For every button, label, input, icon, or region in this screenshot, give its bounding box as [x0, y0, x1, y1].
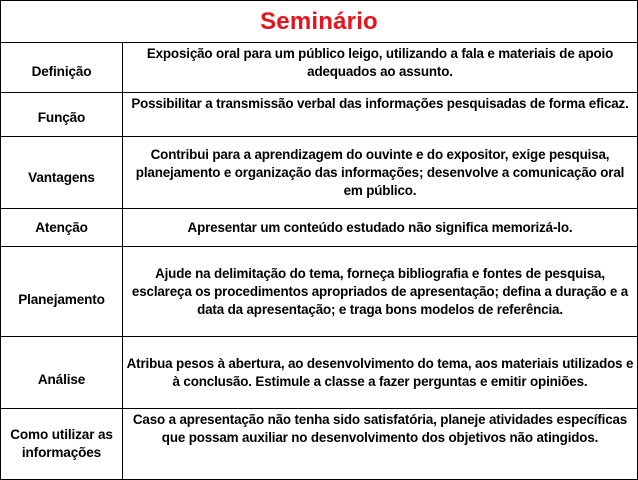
row-content: Contribui para a aprendizagem do ouvinte e do expositor, exige pesquisa, planejamento e organização das informações; desenvolve a comunicação oral em público. [123, 137, 638, 209]
row-content: Ajude na delimitação do tema, forneça bibliografia e fontes de pesquisa, esclareça os procedimentos apropriados de apresentação; defina a duração e a data da apresentação; e traga bons modelos de referência. [123, 247, 638, 337]
page-title: Seminário [0, 0, 638, 42]
table-row-planejamento [1, 247, 638, 337]
row-content: Exposição oral para um público leigo, utilizando a fala e materiais de apoio adequados ao assunto. [123, 43, 638, 93]
row-content: Caso a apresentação não tenha sido satisfatória, planeje atividades específicas que possam auxiliar no desenvolvimento dos objetivos não atingidos. [123, 409, 638, 480]
row-label: Atenção [1, 209, 123, 247]
row-label: Função [1, 93, 123, 137]
row-label: Planejamento [1, 247, 123, 337]
seminar-table [0, 42, 638, 480]
row-label: Definição [1, 43, 123, 93]
row-label: Vantagens [1, 137, 123, 209]
row-content: Atribua pesos à abertura, ao desenvolvimento do tema, aos materiais utilizados e à conclusão. Estimule a classe a fazer perguntas e emitir opiniões. [123, 337, 638, 409]
row-label: Análise [1, 337, 123, 409]
table-row-funcao [1, 93, 638, 137]
table-row-vantagens [1, 137, 638, 209]
table-row-analise [1, 337, 638, 409]
row-label: Como utilizar as informações [1, 409, 123, 480]
table-row-como-utilizar [1, 409, 638, 480]
table-row-definicao [1, 43, 638, 93]
row-content: Apresentar um conteúdo estudado não significa memorizá-lo. [123, 209, 638, 247]
table-row-atencao [1, 209, 638, 247]
row-content: Possibilitar a transmissão verbal das informações pesquisadas de forma eficaz. [123, 93, 638, 137]
